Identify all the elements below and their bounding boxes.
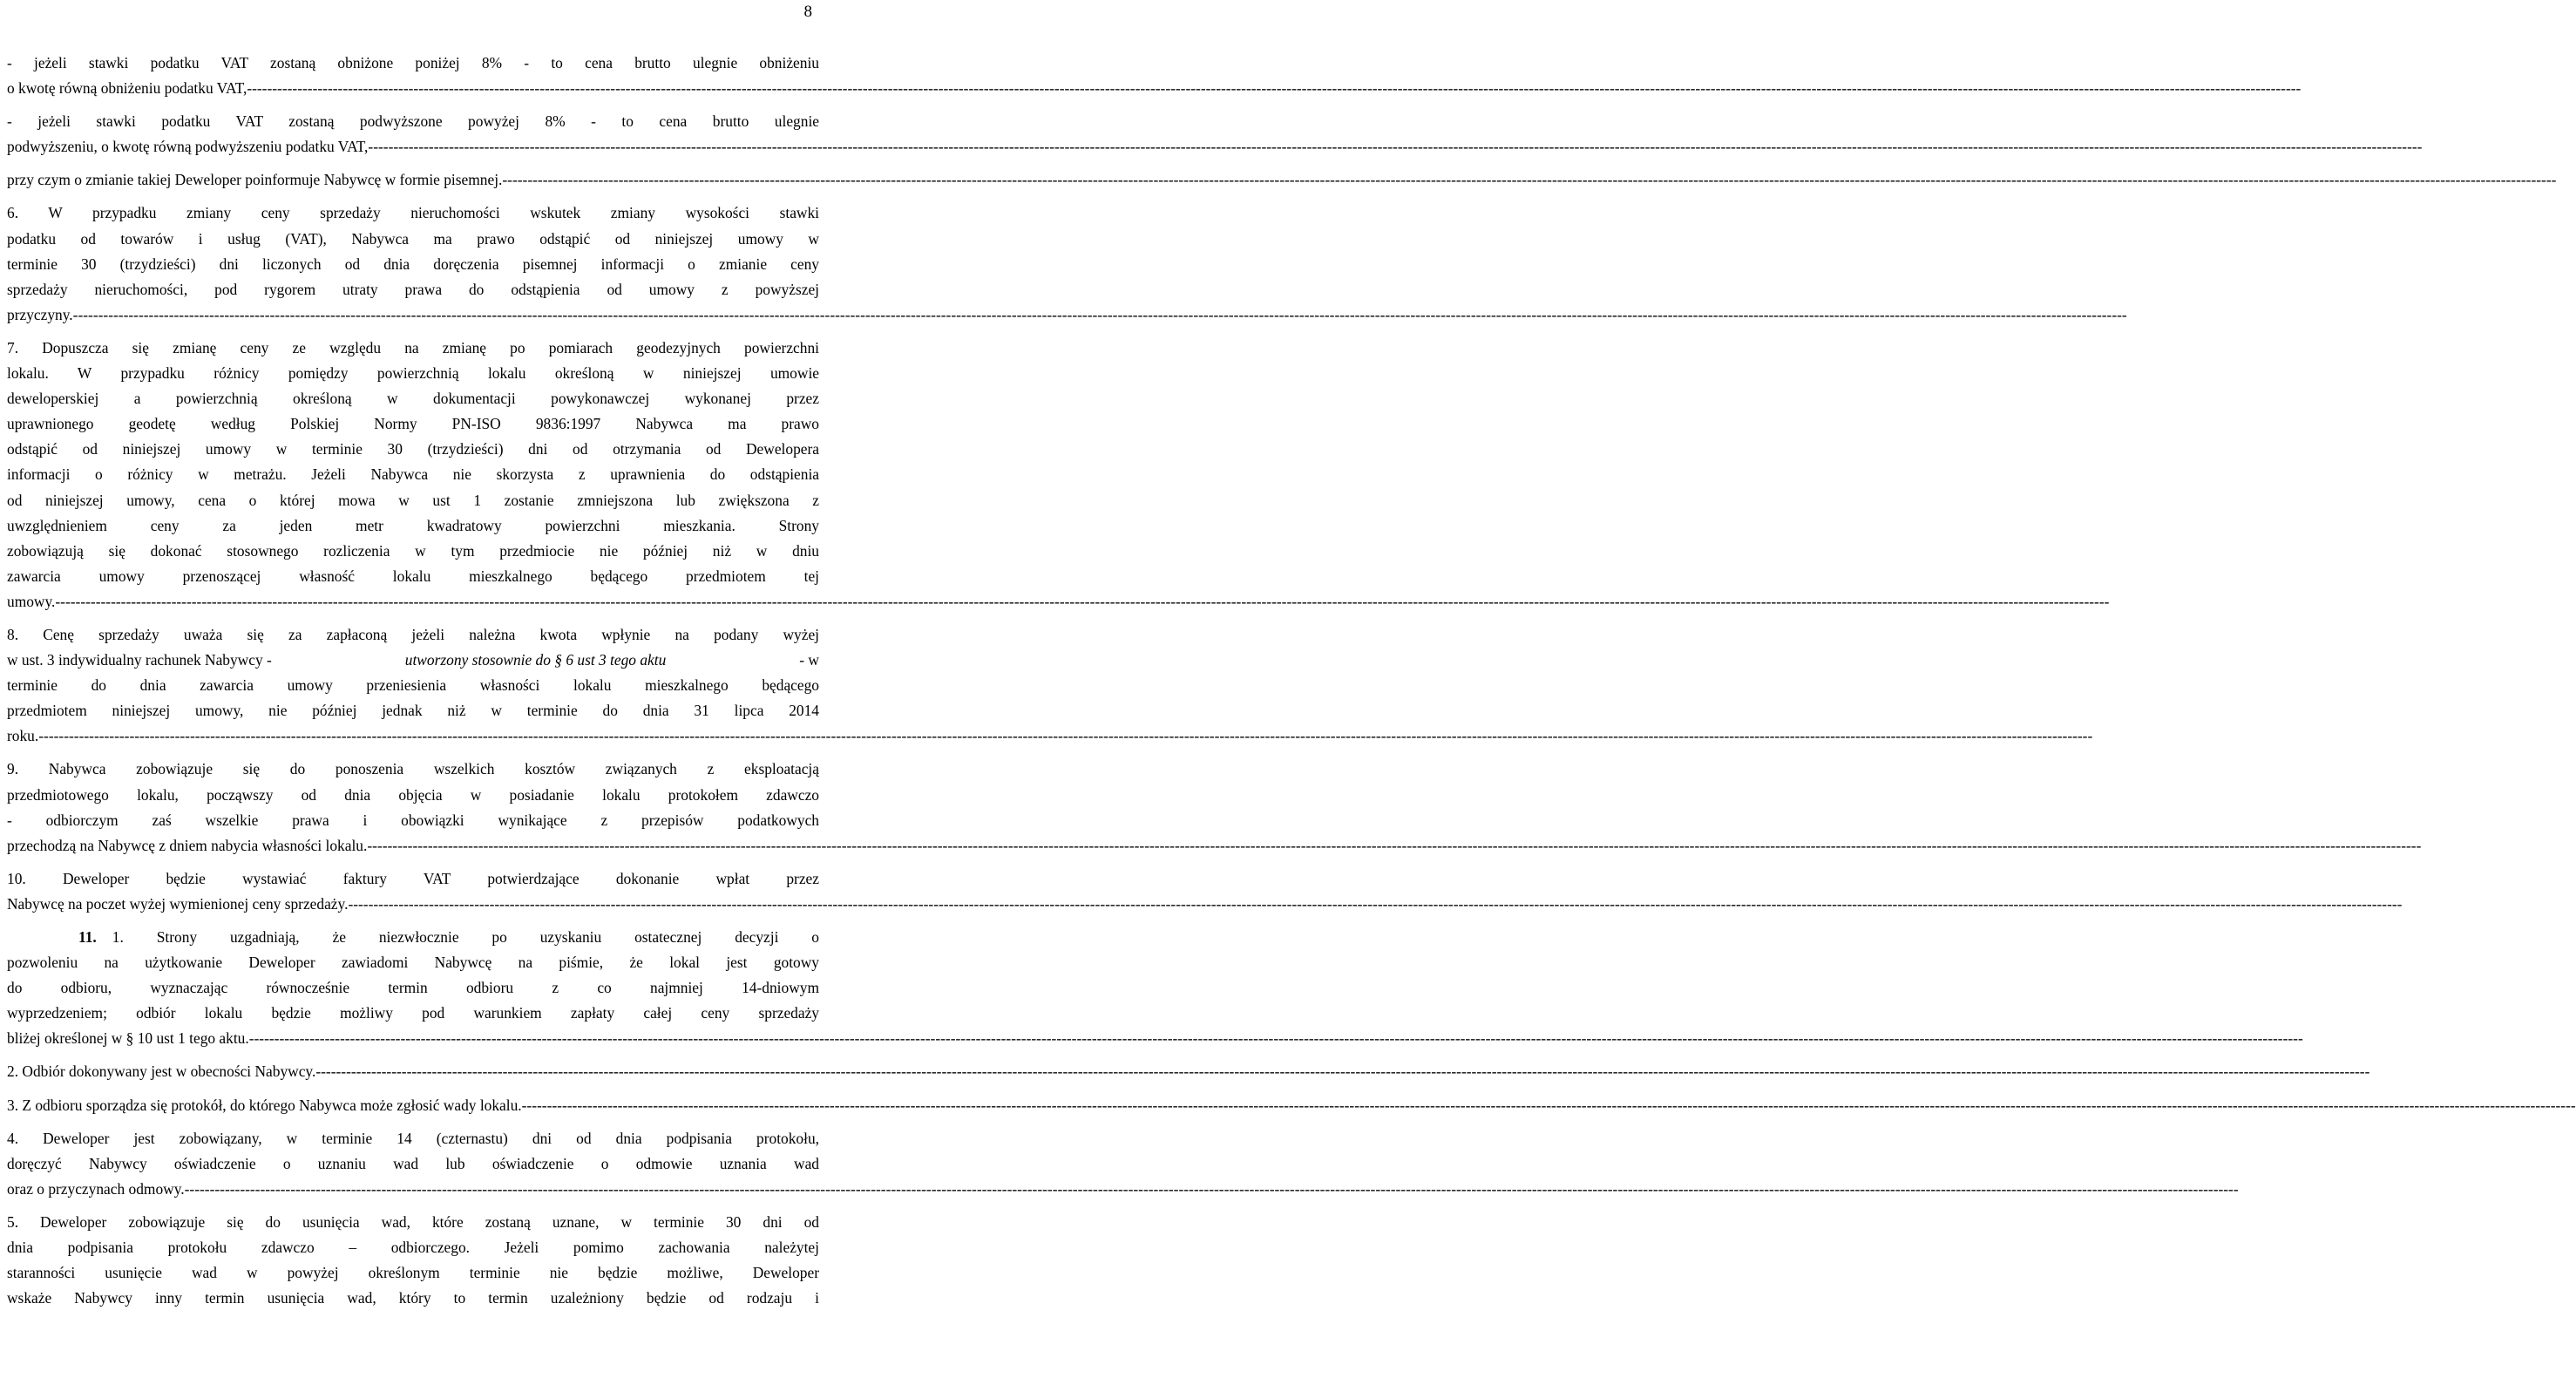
text-line: - odbiorczym zaś wszelkie prawa i obowiązki wynikające z przepisów podatkowych	[7, 811, 819, 829]
text-line: przy czym o zmianie takiej Deweloper poinformuje Nabywcę w formie pisemnej. ---------------------------------------------------------------------------------------------------------------------------------------------------------------------------------------------------------------------------- -----	[7, 167, 819, 193]
dash-leader: ---------------------------------------------------------------------------------------------------------------------------------------------------------------------------------------------------------------------------- -----	[367, 833, 2421, 859]
text-line: 5. Deweloper zobowiązuje się do usunięcia wad, które zostaną uznane, w terminie 30 dni od	[7, 1212, 819, 1231]
dash-leader: ---------------------------------------------------------------------------------------------------------------------------------------------------------------------------------------------------------------------------- -----	[247, 76, 2301, 101]
paragraph-7	[7, 336, 1166, 614]
paragraph-10	[7, 866, 1459, 917]
text-line: deweloperskiej a powierzchnią określoną w dokumentacji powykonawczej wykonanej przez	[7, 390, 819, 408]
text-line: wyprzedzeniem; odbiór lokalu będzie możliwy pod warunkiem zapłaty całej ceny sprzedaży	[7, 1004, 819, 1022]
text-line: 3. Z odbioru sporządza się protokół, do którego Nabywca może zgłosić wady lokalu. ---------------------------------------------------------------------------------------------------------------------------------------------------------------------------------------------------------------------------- -----	[7, 1093, 819, 1118]
dash-leader: ---------------------------------------------------------------------------------------------------------------------------------------------------------------------------------------------------------------------------- -----	[55, 589, 2109, 614]
dash-leader: ---------------------------------------------------------------------------------------------------------------------------------------------------------------------------------------------------------------------------- -----	[368, 134, 2422, 160]
text-line: uwzględnieniem ceny za jeden metr kwadratowy powierzchni mieszkania. Strony	[7, 516, 819, 534]
italic-reference: utworzony stosownie do § 6 ust 3 tego aktu	[404, 651, 667, 669]
text-line: przedmiotem niniejszej umowy, nie później jednak niż w terminie do dnia 31 lipca 2014	[7, 702, 819, 720]
text-line: zawarcia umowy przenoszącej własność lokalu mieszkalnego będącego przedmiotem tej	[7, 567, 819, 585]
dash-leader: ---------------------------------------------------------------------------------------------------------------------------------------------------------------------------------------------------------------------------- -----	[522, 1093, 2576, 1118]
text-line: roku. ---------------------------------------------------------------------------------------------------------------------------------------------------------------------------------------------------------------------------- -----	[7, 723, 819, 749]
text-line: 6. W przypadku zmiany ceny sprzedaży nieruchomości wskutek zmiany wysokości stawki	[7, 204, 819, 222]
text-line: w ust. 3 indywidualny rachunek Nabywcy - utworzony stosownie do § 6 ust 3 tego aktu - w	[7, 648, 819, 673]
dash-leader: ---------------------------------------------------------------------------------------------------------------------------------------------------------------------------------------------------------------------------- -----	[249, 1026, 2303, 1051]
paragraph-11	[7, 925, 1359, 1051]
text-line: do odbioru, wyznaczając równocześnie termin odbioru z co najmniej 14-dniowym	[7, 979, 819, 997]
text-line: sprzedaży nieruchomości, pod rygorem utraty prawa do odstąpienia od umowy z powyższej	[7, 280, 819, 298]
paragraph-8	[7, 622, 1149, 749]
text-line: 7. Dopuszcza się zmianę ceny ze względu na zmianę po pomiarach geodezyjnych powierzchni	[7, 338, 819, 356]
text-line: o kwotę równą obniżeniu podatku VAT, ---------------------------------------------------------------------------------------------------------------------------------------------------------------------------------------------------------------------------- -----	[7, 76, 819, 101]
text-line: terminie 30 (trzydzieści) dni liczonych od dnia doręczenia pisemnej informacji o zmianie ceny	[7, 255, 819, 273]
text-line: przyczyny. ---------------------------------------------------------------------------------------------------------------------------------------------------------------------------------------------------------------------------- -----	[7, 302, 819, 328]
text-line: od niniejszej umowy, cena o której mowa w ust 1 zostanie zmniejszona lub zwiększona z	[7, 491, 819, 509]
paragraph-11-4	[7, 1126, 1295, 1202]
paragraph-11-2	[7, 1059, 1427, 1084]
paragraph-vat-decrease	[7, 51, 1358, 101]
text-line: przedmiotowego lokalu, począwszy od dnia objęcia w posiadanie lokalu protokołem zdawczo	[7, 785, 819, 804]
paragraph-vat-increase	[7, 109, 1479, 160]
text-line: zobowiązują się dokonać stosownego rozliczenia w tym przedmiocie nie później niż w dniu	[7, 541, 819, 560]
text-line: 2. Odbiór dokonywany jest w obecności Nabywcy. ---------------------------------------------------------------------------------------------------------------------------------------------------------------------------------------------------------------------------- -----	[7, 1059, 819, 1084]
text-line: 10. Deweloper będzie wystawiać faktury VAT potwierdzające dokonanie wpłat przez	[7, 869, 819, 887]
text-line: terminie do dnia zawarcia umowy przeniesienia własności lokalu mieszkalnego będącego	[7, 676, 819, 695]
text-line: umowy. ---------------------------------------------------------------------------------------------------------------------------------------------------------------------------------------------------------------------------- -----	[7, 589, 819, 614]
text-line: odstąpić od niniejszej umowy w terminie 30 (trzydzieści) dni od otrzymania od Dewelopera	[7, 440, 819, 458]
paragraph-notice	[7, 167, 1613, 193]
text-line: podatku od towarów i usług (VAT), Nabywca ma prawo odstąpić od niniejszej umowy w	[7, 229, 819, 248]
text-line: oraz o przyczynach odmowy. ---------------------------------------------------------------------------------------------------------------------------------------------------------------------------------------------------------------------------- -----	[7, 1177, 819, 1202]
text-line: dnia podpisania protokołu zdawczo – odbiorczego. Jeżeli pomimo zachowania należytej	[7, 1239, 819, 1257]
text-line: staranności usunięcie wad w powyżej określonym terminie nie będzie możliwe, Deweloper	[7, 1264, 819, 1282]
dash-leader: ---------------------------------------------------------------------------------------------------------------------------------------------------------------------------------------------------------------------------- -----	[348, 892, 2402, 917]
text-line: doręczyć Nabywcy oświadczenie o uznaniu wad lub oświadczenie o odmowie uznania wad	[7, 1154, 819, 1172]
text-line: 9. Nabywca zobowiązuje się do ponoszenia wszelkich kosztów związanych z eksploatacją	[7, 760, 819, 778]
dash-leader: ---------------------------------------------------------------------------------------------------------------------------------------------------------------------------------------------------------------------------- -----	[185, 1177, 2239, 1202]
text-line: 8. Cenę sprzedaży uważa się za zapłaconą jeżeli należna kwota wpłynie na podany wyżej	[7, 625, 819, 643]
text-line: pozwoleniu na użytkowanie Deweloper zawiadomi Nabywcę na piśmie, że lokal jest gotowy	[7, 954, 819, 972]
text-line: Nabywcę na poczet wyżej wymienionej ceny sprzedaży. ---------------------------------------------------------------------------------------------------------------------------------------------------------------------------------------------------------------------------- -----	[7, 892, 819, 917]
dash-leader: ---------------------------------------------------------------------------------------------------------------------------------------------------------------------------------------------------------------------------- -----	[73, 302, 2127, 328]
text-line: - jeżeli stawki podatku VAT zostaną obniżone poniżej 8% - to cena brutto ulegnie obniżeniu	[7, 54, 819, 71]
text-line: lokalu. W przypadku różnicy pomiędzy powierzchnią lokalu określoną w niniejszej umowie	[7, 364, 819, 383]
paragraph-9	[7, 757, 1478, 858]
text-line: 11. 1. Strony uzgadniają, że niezwłocznie po uzyskaniu ostatecznej decyzji o	[7, 925, 819, 950]
text-line: 4. Deweloper jest zobowiązany, w terminie 14 (czternastu) dni od dnia podpisania protokołu,	[7, 1129, 819, 1147]
paragraph-11-3	[7, 1093, 1632, 1118]
paragraph-11-5	[7, 1210, 819, 1311]
text-line: wskaże Nabywcy inny termin usunięcia wad, który to termin uzależniony będzie od rodzaju i	[7, 1289, 819, 1307]
page-number: 8	[803, 3, 812, 21]
dash-leader: ---------------------------------------------------------------------------------------------------------------------------------------------------------------------------------------------------------------------------- -----	[38, 723, 2092, 749]
text-line: podwyższeniu, o kwotę równą podwyższeniu podatku VAT, ---------------------------------------------------------------------------------------------------------------------------------------------------------------------------------------------------------------------------- -----	[7, 134, 819, 160]
text-line: informacji o różnicy w metrażu. Jeżeli Nabywca nie skorzysta z uprawnienia do odstąpienia	[7, 465, 819, 484]
section-number: 11.	[78, 928, 97, 946]
text-line: przechodzą na Nabywcę z dniem nabycia własności lokalu. ---------------------------------------------------------------------------------------------------------------------------------------------------------------------------------------------------------------------------- -----	[7, 833, 819, 859]
dash-leader: ---------------------------------------------------------------------------------------------------------------------------------------------------------------------------------------------------------------------------- -----	[502, 167, 2556, 193]
paragraph-6	[7, 200, 1183, 327]
text-line: uprawnionego geodetę według Polskiej Normy PN-ISO 9836:1997 Nabywca ma prawo	[7, 415, 819, 433]
dash-leader: ---------------------------------------------------------------------------------------------------------------------------------------------------------------------------------------------------------------------------- -----	[315, 1059, 2369, 1084]
text-line: - jeżeli stawki podatku VAT zostaną podwyższone powyżej 8% - to cena brutto ulegnie	[7, 112, 819, 131]
text-line: bliżej określonej w § 10 ust 1 tego aktu. ---------------------------------------------------------------------------------------------------------------------------------------------------------------------------------------------------------------------------- -----	[7, 1026, 819, 1051]
